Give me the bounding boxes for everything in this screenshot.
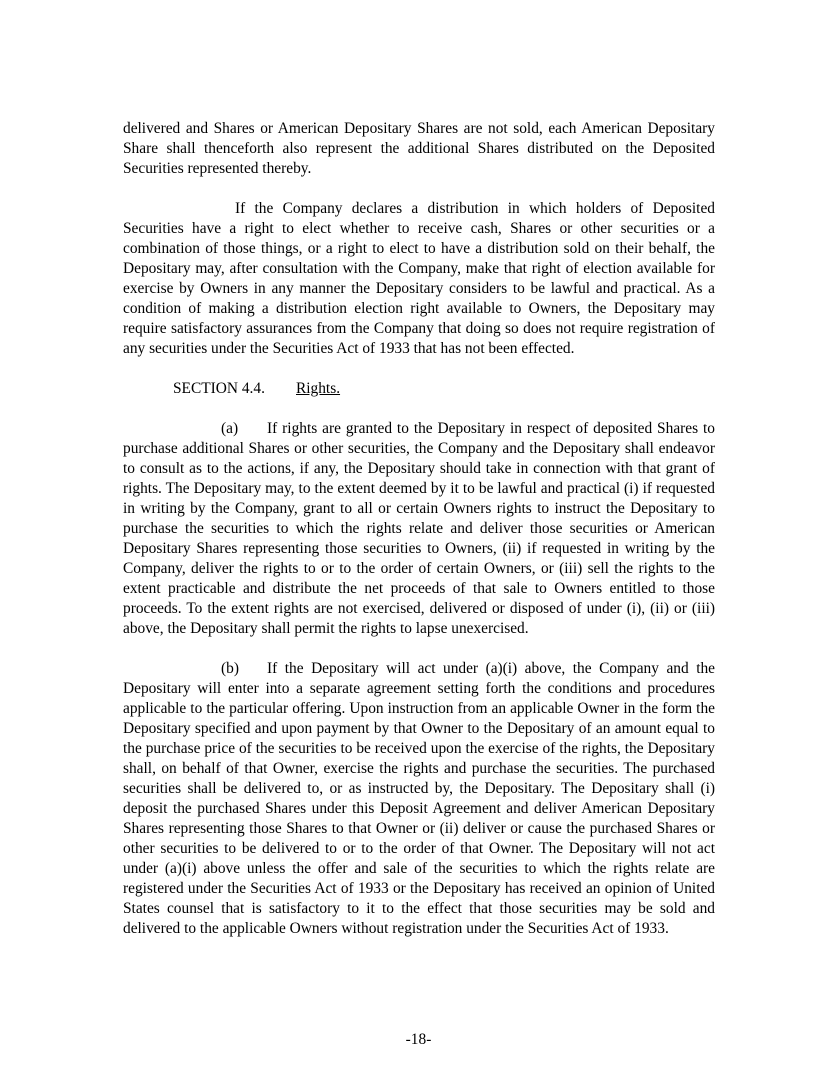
document-page (123, 119, 715, 939)
distribution-election-paragraph: If the Company declares a distribution in which holders of Deposited Securities have a right to elect whether to receive cash, Shares or other securities or a combination of those things, or a right to elect to have a distribution sold on their behalf, the Depositary may, after consultation with the Company, make that right of election available for exercise by Owners in any manner the Depositary considers to be lawful and practical. As a condition of making a distribution election right available to Owners, the Depositary may require satisfactory assurances from the Company that doing so does not require registration of any securities under the Securities Act of 1933 that has not been effected. (123, 200, 715, 357)
subsection-b-text: If the Depositary will act under (a)(i) above, the Company and the Depositary will enter into a separate agreement setting forth the conditions and procedures applicable to the particular offering. Upon instruction from an applicable Owner in the form the Depositary specified and upon payment by that Owner to the Depositary of an amount equal to the purchase price of the securities to be received upon the exercise of the rights, the Depositary shall, on behalf of that Owner, exercise the rights and purchase the securities. The purchased securities shall be delivered to, or as instructed by, the Depositary. The Depositary shall (i) deposit the purchased Shares under this Deposit Agreement and deliver American Depositary Shares representing those Shares to that Owner or (ii) deliver or cause the purchased Shares or other securities to be delivered to or to the order of that Owner. The Depositary will not act under (a)(i) above unless the offer and sale of the securities to which the rights relate are registered under the Securities Act of 1933 or the Depositary has received an opinion of United States counsel that is satisfactory to it to the effect that those securities may be sold and delivered to the applicable Owners without registration under the Securities Act of 1933. (123, 660, 715, 937)
subsection-a-marker: (a) (221, 420, 239, 437)
page-number: -18- (405, 1031, 432, 1048)
section-heading (123, 379, 715, 399)
subsection-a-text: If rights are granted to the Depositary in respect of deposited Shares to purchase additional Shares or other securities, the Company and the Depositary shall endeavor to consult as to the actions, if any, the Depositary should take in connection with that grant of rights. The Depositary may, to the extent deemed by it to be lawful and practical (i) if requested in writing by the Company, grant to all or certain Owners rights to instruct the Depositary to purchase the securities to which the rights relate and deliver those securities or American Depositary Shares representing those securities to Owners, (ii) if requested in writing by the Company, deliver the rights to or to the order of certain Owners, or (iii) sell the rights to the extent practicable and distribute the net proceeds of that sale to Owners entitled to those proceeds. To the extent rights are not exercised, delivered or disposed of under (i), (ii) or (iii) above, the Depositary shall permit the rights to lapse unexercised. (123, 420, 715, 637)
subsection-b (123, 659, 715, 939)
continued-paragraph: delivered and Shares or American Depositary Shares are not sold, each American Depositary Share shall thenceforth also represent the additional Shares distributed on the Deposited Securities represented thereby. (123, 120, 715, 177)
section-number: SECTION 4.4. (173, 380, 265, 397)
subsection-b-marker: (b) (221, 660, 239, 677)
section-title: Rights. (296, 380, 341, 397)
subsection-a (123, 419, 715, 639)
